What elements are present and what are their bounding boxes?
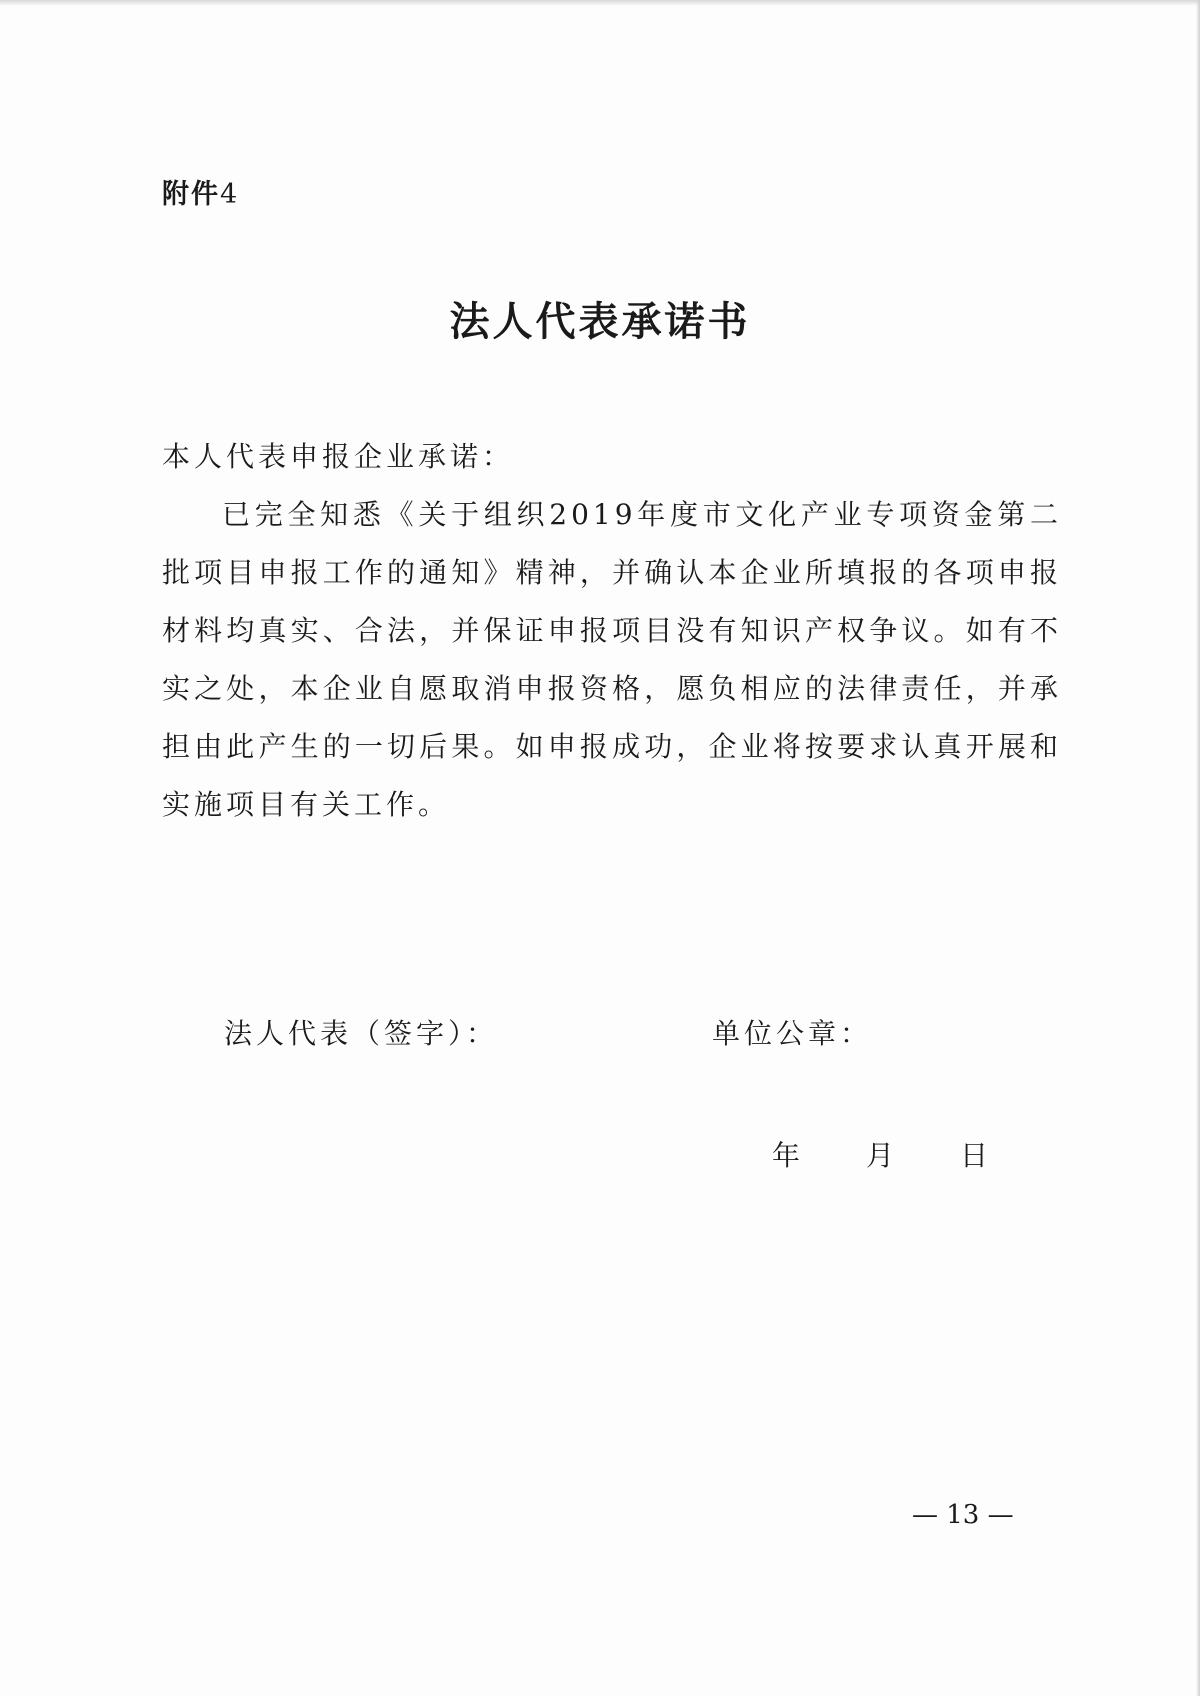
- date-month-label: 月: [866, 1139, 895, 1172]
- attachment-number: 4: [220, 179, 240, 210]
- commitment-paragraph: 已完全知悉《关于组织2019年度市文化产业专项资金第二批项目申报工作的通知》精神，并确认本企业所填报的各项申报材料均真实、合法，并保证申报项目没有知识产权争议。如有不实之处，本企业自愿取消申报资格，愿负相应的法律责任，并承担由此产生的一切后果。如申报成功，企业将按要求认真开展和实施项目有关工作。: [162, 498, 1062, 821]
- page-number: — 13 —: [912, 1500, 1014, 1530]
- attachment-prefix: 附件: [162, 179, 220, 210]
- date-year-label: 年: [772, 1139, 801, 1172]
- attachment-label: [162, 172, 239, 211]
- scan-edge-top: [0, 0, 1200, 6]
- document-body: [162, 428, 1062, 834]
- company-seal-label: 单位公章：: [712, 1017, 873, 1050]
- opening-line: 本人代表申报企业承诺：: [162, 440, 515, 473]
- legal-representative-signature-label: 法人代表（签字）：: [224, 1017, 499, 1050]
- scan-edge-right: [1196, 0, 1200, 1696]
- document-title: 法人代表承诺书: [449, 299, 751, 345]
- date-day-label: 日: [960, 1139, 989, 1172]
